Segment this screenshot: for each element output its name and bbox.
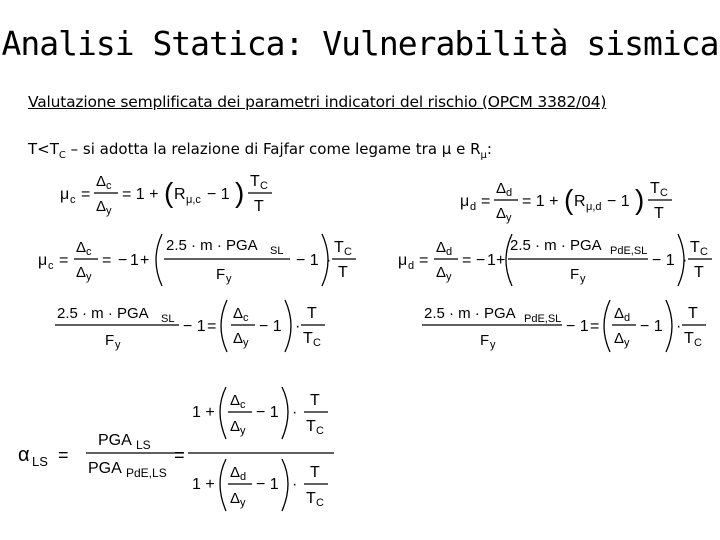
svg-text:(: ( bbox=[164, 177, 174, 208]
svg-text:Δ: Δ bbox=[496, 205, 507, 222]
svg-text:2.5 · m · PGA: 2.5 · m · PGA bbox=[510, 237, 602, 254]
svg-text:=: = bbox=[59, 252, 69, 269]
svg-text:c: c bbox=[240, 399, 246, 411]
svg-text:y: y bbox=[243, 337, 249, 349]
equation-mu-c-pga bbox=[38, 230, 352, 290]
svg-text:=: = bbox=[174, 445, 185, 465]
svg-text:− 1: − 1 bbox=[207, 186, 230, 203]
svg-text:T: T bbox=[690, 239, 700, 256]
svg-text:F: F bbox=[105, 332, 115, 349]
svg-text:1 +: 1 + bbox=[192, 476, 215, 493]
svg-text:− 1: − 1 bbox=[640, 318, 663, 335]
svg-text:Δ: Δ bbox=[614, 305, 625, 322]
svg-text:T: T bbox=[654, 205, 664, 222]
svg-text:−: − bbox=[476, 252, 486, 269]
svg-text:− 1: − 1 bbox=[256, 404, 279, 421]
svg-text:T: T bbox=[254, 198, 264, 215]
svg-text:C: C bbox=[660, 187, 668, 199]
svg-text:C: C bbox=[316, 425, 324, 437]
svg-text:PGA: PGA bbox=[88, 460, 122, 477]
svg-text:y: y bbox=[624, 337, 630, 349]
svg-text:·: · bbox=[326, 252, 332, 269]
svg-text:2.5 · m · PGA: 2.5 · m · PGA bbox=[166, 237, 258, 254]
svg-text:): ) bbox=[635, 184, 645, 215]
svg-text:y: y bbox=[240, 497, 246, 509]
svg-text:F: F bbox=[216, 266, 226, 283]
svg-text:d: d bbox=[446, 246, 453, 258]
svg-text:PdE,SL: PdE,SL bbox=[610, 245, 648, 257]
svg-text:C: C bbox=[260, 180, 268, 192]
mu-c-symbol: μ bbox=[60, 186, 70, 203]
svg-text:LS: LS bbox=[136, 438, 151, 452]
svg-text:= 1 +: = 1 + bbox=[522, 193, 559, 210]
svg-text:d: d bbox=[506, 187, 513, 199]
svg-text:− 1: − 1 bbox=[183, 318, 206, 335]
svg-text:Δ: Δ bbox=[230, 392, 241, 409]
svg-text:C: C bbox=[694, 337, 702, 349]
svg-text:SL: SL bbox=[161, 313, 175, 325]
svg-text:Δ: Δ bbox=[233, 305, 244, 322]
svg-text:d: d bbox=[470, 201, 477, 213]
svg-text:·: · bbox=[676, 318, 682, 335]
svg-text:T: T bbox=[650, 180, 660, 197]
svg-text:Δ: Δ bbox=[614, 330, 625, 347]
svg-text:− 1: − 1 bbox=[652, 252, 675, 269]
equation-pga-pde-fy bbox=[422, 296, 702, 356]
svg-text:− 1: − 1 bbox=[256, 476, 279, 493]
svg-text:C: C bbox=[700, 246, 708, 258]
svg-text:c: c bbox=[48, 260, 54, 272]
svg-text:F: F bbox=[570, 266, 580, 283]
svg-text:T: T bbox=[684, 330, 694, 347]
svg-text:T: T bbox=[688, 305, 698, 322]
svg-text:μ: μ bbox=[38, 252, 48, 269]
slide-subtitle: Valutazione semplificata dei parametri indicatori del rischio (OPCM 3382/04) bbox=[28, 93, 607, 111]
svg-text:C: C bbox=[344, 246, 352, 258]
svg-text:Δ: Δ bbox=[96, 173, 107, 190]
svg-text:− 1: − 1 bbox=[566, 318, 589, 335]
svg-text:y: y bbox=[506, 212, 512, 224]
svg-text:T: T bbox=[306, 490, 316, 507]
svg-text:−: − bbox=[118, 252, 128, 269]
svg-text:+: + bbox=[496, 252, 506, 269]
svg-text:Δ: Δ bbox=[496, 180, 507, 197]
svg-text:T: T bbox=[694, 264, 704, 281]
svg-text:Δ: Δ bbox=[230, 418, 241, 435]
svg-text:T: T bbox=[250, 173, 260, 190]
svg-text:+: + bbox=[140, 252, 150, 269]
svg-text:=: = bbox=[58, 445, 69, 465]
svg-text:d: d bbox=[240, 471, 247, 483]
svg-text:PdE,LS: PdE,LS bbox=[126, 466, 167, 480]
svg-text:y: y bbox=[446, 271, 452, 283]
svg-text:=: = bbox=[590, 318, 600, 335]
svg-text:μ: μ bbox=[460, 193, 470, 210]
svg-text:PGA: PGA bbox=[98, 432, 132, 449]
svg-text:=: = bbox=[102, 252, 112, 269]
svg-text:T: T bbox=[310, 464, 320, 481]
svg-text:1 +: 1 + bbox=[192, 404, 215, 421]
svg-text:− 1: − 1 bbox=[607, 193, 630, 210]
svg-text:·: · bbox=[295, 318, 301, 335]
equation-mu-d-pga bbox=[398, 230, 708, 290]
svg-text:c: c bbox=[243, 312, 249, 324]
svg-text:T: T bbox=[338, 264, 348, 281]
svg-text:− 1: − 1 bbox=[296, 252, 319, 269]
svg-text:− 1: − 1 bbox=[259, 318, 282, 335]
svg-text:·: · bbox=[292, 404, 298, 421]
equation-alpha-ls bbox=[18, 385, 348, 525]
svg-text:y: y bbox=[86, 271, 92, 283]
svg-text:y: y bbox=[226, 273, 232, 285]
svg-text:T: T bbox=[306, 418, 316, 435]
svg-text:·: · bbox=[292, 476, 298, 493]
svg-text:C: C bbox=[313, 337, 321, 349]
svg-text:T: T bbox=[303, 330, 313, 347]
svg-text:=: = bbox=[462, 252, 472, 269]
svg-text:d: d bbox=[408, 260, 415, 272]
svg-text:c: c bbox=[86, 246, 92, 258]
svg-text:T: T bbox=[334, 239, 344, 256]
svg-text:μ,c: μ,c bbox=[186, 194, 201, 206]
svg-text:(: ( bbox=[564, 184, 574, 215]
svg-text:Δ: Δ bbox=[96, 198, 107, 215]
svg-text:Δ: Δ bbox=[76, 264, 87, 281]
svg-text:μ,d: μ,d bbox=[586, 201, 602, 213]
svg-text:y: y bbox=[240, 425, 246, 437]
svg-text:1: 1 bbox=[130, 252, 139, 269]
svg-text:2.5 · m · PGA: 2.5 · m · PGA bbox=[57, 305, 149, 322]
svg-text:=: = bbox=[419, 252, 429, 269]
slide-title: Analisi Statica: Vulnerabilità sismica bbox=[1, 24, 719, 63]
svg-text:LS: LS bbox=[32, 454, 48, 469]
intro-line: $T<T_C$ – si adotta la relazione di Fajfar come legame tra μ e $R_\mu$: bbox=[28, 140, 492, 161]
svg-text:c: c bbox=[70, 194, 76, 206]
svg-text:d: d bbox=[624, 312, 631, 324]
svg-text:SL: SL bbox=[270, 245, 284, 257]
svg-text:c: c bbox=[106, 180, 112, 192]
svg-text:Δ: Δ bbox=[436, 239, 447, 256]
svg-text:= 1 +: = 1 + bbox=[122, 186, 159, 203]
svg-text:=: = bbox=[481, 193, 491, 210]
svg-text:y: y bbox=[490, 339, 496, 351]
svg-text:·: · bbox=[682, 252, 688, 269]
svg-text:T: T bbox=[307, 305, 317, 322]
svg-text:R: R bbox=[574, 193, 586, 210]
svg-text:y: y bbox=[580, 273, 586, 285]
equation-pga-sl-fy bbox=[55, 296, 321, 356]
svg-text:R: R bbox=[174, 186, 186, 203]
svg-text:=: = bbox=[81, 186, 91, 203]
svg-text:y: y bbox=[115, 339, 121, 351]
svg-text:Δ: Δ bbox=[230, 490, 241, 507]
svg-text:y: y bbox=[106, 205, 112, 217]
svg-text:Δ: Δ bbox=[233, 330, 244, 347]
svg-text:Δ: Δ bbox=[436, 264, 447, 281]
svg-text:T: T bbox=[310, 392, 320, 409]
svg-text:F: F bbox=[480, 332, 490, 349]
svg-text:1: 1 bbox=[487, 252, 496, 269]
equation-mu-d-fajfar bbox=[460, 175, 690, 225]
equation-mu-c-fajfar bbox=[60, 168, 290, 218]
svg-text:α: α bbox=[18, 444, 30, 466]
svg-text:C: C bbox=[316, 497, 324, 509]
svg-text:μ: μ bbox=[398, 252, 408, 269]
svg-text:): ) bbox=[235, 177, 245, 208]
svg-text:PdE,SL: PdE,SL bbox=[524, 313, 562, 325]
svg-text:Δ: Δ bbox=[230, 464, 241, 481]
svg-text:=: = bbox=[207, 318, 217, 335]
svg-text:2.5 · m · PGA: 2.5 · m · PGA bbox=[424, 305, 516, 322]
svg-text:Δ: Δ bbox=[76, 239, 87, 256]
